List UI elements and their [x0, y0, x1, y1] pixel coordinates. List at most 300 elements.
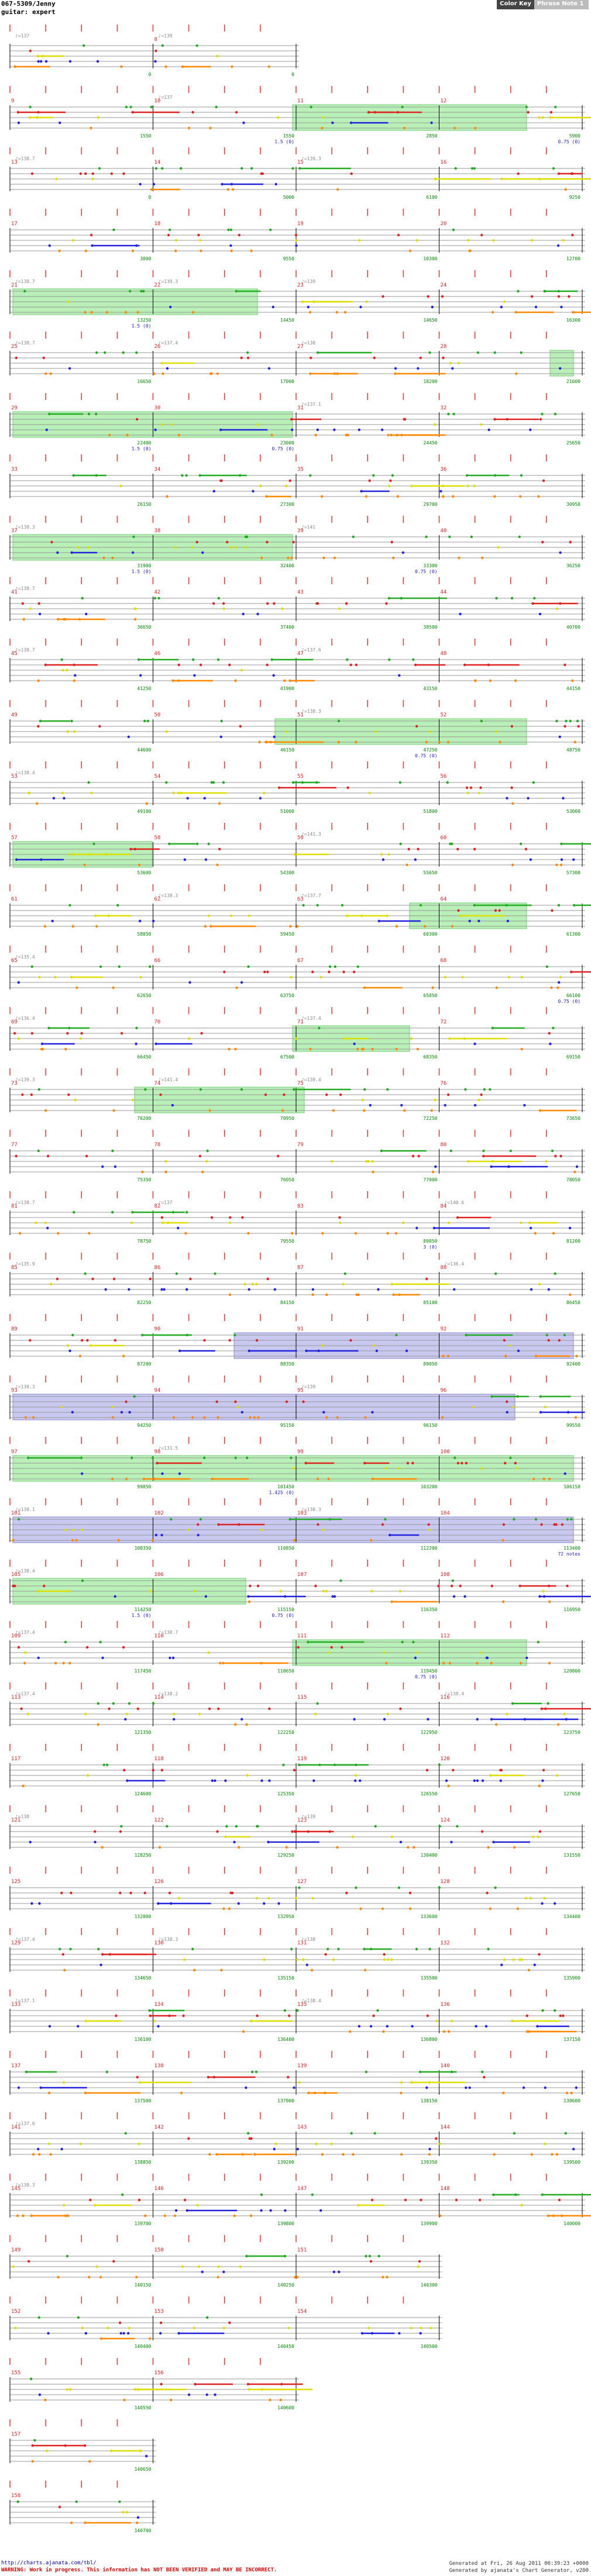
- note: [438, 1825, 441, 1827]
- note: [242, 122, 245, 124]
- note: [116, 904, 119, 906]
- note: [20, 1708, 22, 1710]
- measure-number: 22: [154, 282, 161, 288]
- note: [250, 2215, 252, 2217]
- note: [128, 736, 130, 738]
- note: [256, 1825, 258, 1827]
- note: [281, 608, 283, 610]
- note: [85, 250, 87, 252]
- color-key: [497, 0, 589, 9]
- chart-row: [0, 822, 591, 886]
- score: 36250: [566, 563, 580, 568]
- measure-number: 146: [154, 2186, 164, 2192]
- score: 139700: [134, 2221, 152, 2226]
- note: [512, 1406, 514, 1408]
- note: [320, 976, 322, 978]
- note: [295, 1897, 297, 1899]
- bpm-marker: ♪=138.3: [301, 1507, 321, 1512]
- note: [571, 2092, 573, 2094]
- measure-number: 33: [11, 467, 18, 473]
- note: [487, 429, 490, 431]
- note: [295, 1037, 297, 1040]
- score: 79550: [280, 1239, 294, 1244]
- note: [216, 55, 218, 57]
- note: [129, 106, 132, 108]
- note: [153, 183, 155, 185]
- note: [240, 357, 243, 359]
- footer-generator: Generated by ajanata's Chart Generator, v200: [449, 2568, 589, 2574]
- note: [566, 2092, 568, 2094]
- note: [448, 2030, 450, 2033]
- note: [517, 1908, 519, 1910]
- score: 114250: [134, 1607, 152, 1612]
- note: [74, 1099, 76, 1101]
- note: [33, 2439, 36, 2441]
- measure-number: 132: [440, 1940, 450, 1946]
- chart-row: [0, 1681, 591, 1746]
- note: [466, 485, 469, 487]
- measure-number: 123: [297, 1818, 307, 1823]
- score: 5000: [283, 195, 294, 200]
- note: [180, 167, 182, 170]
- note: [541, 2009, 544, 2012]
- note: [559, 1155, 562, 1157]
- multiplier: 1.425 (0): [269, 1490, 294, 1495]
- note: [68, 853, 70, 856]
- note: [511, 864, 514, 866]
- note: [125, 1478, 128, 1480]
- score: 140550: [134, 2405, 152, 2411]
- note: [327, 1948, 329, 1950]
- note: [228, 1048, 230, 1050]
- measure-number: 68: [440, 958, 447, 964]
- score: 106150: [563, 1484, 580, 1489]
- measure-number: 156: [154, 2370, 164, 2376]
- note: [406, 1350, 408, 1352]
- note: [170, 423, 173, 426]
- score: 135500: [420, 1975, 438, 1981]
- note: [365, 2071, 367, 2073]
- note: [172, 1211, 174, 1213]
- note: [358, 239, 360, 242]
- score: 137150: [563, 2037, 580, 2042]
- note: [99, 2276, 102, 2278]
- note: [274, 183, 277, 185]
- multiplier: 0.75 (0): [558, 999, 580, 1004]
- note: [294, 2276, 296, 2278]
- note: [322, 1529, 325, 1531]
- bpm-marker: ♪=139.4: [301, 1077, 321, 1082]
- note: [577, 725, 579, 727]
- note: [37, 2148, 39, 2150]
- note: [385, 602, 387, 605]
- score: 18200: [423, 379, 438, 384]
- chart-row-svg: [0, 1436, 591, 1497]
- note: [371, 1411, 373, 1413]
- note: [438, 1764, 441, 1766]
- note: [523, 2087, 525, 2089]
- footer-link[interactable]: http://charts.ajanata.com/tbl/: [1, 2560, 97, 2566]
- footer-generated-date: Generated at Fri, 26 Aug 2011 00:39:23 +0000: [449, 2561, 589, 2567]
- note: [409, 1908, 411, 1910]
- note: [220, 720, 222, 722]
- note: [234, 1048, 236, 1050]
- note: [451, 925, 453, 927]
- note: [558, 290, 560, 292]
- note: [388, 658, 390, 661]
- note: [103, 1764, 105, 1766]
- note: [482, 1150, 485, 1152]
- note: [325, 1416, 328, 1419]
- note: [114, 1339, 116, 1342]
- note: [467, 239, 469, 242]
- note: [49, 244, 51, 247]
- note: [37, 680, 39, 682]
- note: [427, 2015, 429, 2017]
- note: [234, 680, 236, 682]
- chart-row-svg: [0, 1865, 591, 1927]
- score: 110850: [277, 1546, 294, 1551]
- note: [240, 1718, 243, 1720]
- bpm-marker: ♪=131.5: [158, 1446, 178, 1451]
- note: [170, 2399, 172, 2401]
- note: [256, 1897, 258, 1899]
- bpm-marker: ♪=139.3: [301, 156, 321, 161]
- note: [363, 1109, 365, 1112]
- note: [541, 116, 544, 119]
- note: [121, 1411, 123, 1413]
- note: [287, 557, 289, 559]
- note: [494, 1887, 496, 1889]
- chart-row: [0, 1436, 591, 1500]
- measure-number: 13: [11, 160, 18, 165]
- note: [217, 1708, 219, 1710]
- note: [215, 106, 217, 108]
- note: [198, 1713, 201, 1715]
- note: [38, 2316, 40, 2319]
- note: [149, 1590, 152, 1592]
- chart-row: [0, 2357, 591, 2421]
- score: 82250: [137, 1300, 152, 1305]
- note: [64, 618, 66, 620]
- note: [500, 306, 503, 308]
- note: [544, 2087, 547, 2089]
- note: [517, 173, 519, 175]
- note: [79, 1037, 81, 1040]
- note: [42, 55, 44, 57]
- note: [69, 2388, 71, 2391]
- score: 48750: [566, 747, 580, 753]
- measure-number: 20: [440, 221, 447, 227]
- note: [166, 367, 169, 370]
- note: [130, 1222, 133, 1224]
- note: [81, 597, 84, 599]
- measure-number: 64: [440, 896, 447, 902]
- measure-number: 85: [11, 1265, 18, 1271]
- note: [335, 311, 338, 313]
- note: [474, 1104, 476, 1106]
- note: [203, 797, 205, 799]
- note: [302, 1958, 304, 1961]
- note: [428, 1948, 431, 1950]
- note: [266, 971, 269, 973]
- score: 30950: [566, 502, 580, 507]
- note: [542, 1478, 545, 1480]
- chart-row: [0, 208, 591, 272]
- note: [372, 2015, 374, 2017]
- chart-row: [0, 1927, 591, 1991]
- note: [317, 429, 319, 431]
- note: [561, 1523, 563, 1526]
- measure-number: 125: [11, 1879, 21, 1885]
- note: [39, 2394, 41, 2396]
- note: [191, 1948, 194, 1950]
- note: [291, 1830, 293, 1833]
- measure-number: 121: [11, 1818, 21, 1823]
- note: [338, 608, 341, 610]
- note: [523, 1104, 525, 1106]
- note: [387, 1713, 389, 1715]
- note: [402, 1222, 404, 1224]
- note: [572, 858, 575, 861]
- measure-number: 89: [11, 1326, 18, 1332]
- note: [481, 1830, 483, 1833]
- note: [257, 1585, 259, 1587]
- score: 92400: [566, 1361, 580, 1367]
- note: [311, 971, 314, 973]
- score: 24450: [423, 440, 438, 446]
- bpm-marker: ♪=135.4: [15, 954, 35, 960]
- note: [548, 1478, 551, 1480]
- score: 121350: [134, 1730, 152, 1735]
- measure-number: 88: [440, 1265, 447, 1271]
- note: [85, 613, 87, 615]
- note: [54, 1662, 57, 1664]
- note: [216, 1830, 218, 1833]
- note: [235, 1825, 238, 1827]
- note: [132, 551, 134, 554]
- note: [435, 2020, 438, 2022]
- note: [503, 1523, 505, 1526]
- note: [12, 1585, 14, 1587]
- score: 0: [148, 195, 152, 200]
- note: [171, 1104, 174, 1106]
- score: 116950: [563, 1607, 580, 1612]
- measure-number: 58: [154, 835, 161, 841]
- bpm-marker: ♪=137.1: [15, 1998, 35, 2003]
- note: [91, 178, 94, 180]
- note: [129, 290, 131, 292]
- note: [352, 536, 355, 538]
- note: [38, 1902, 40, 1905]
- note: [530, 1897, 532, 1899]
- note: [540, 1523, 542, 1526]
- note: [91, 1278, 94, 1280]
- note: [491, 1585, 493, 1587]
- measure-number: 49: [11, 712, 18, 718]
- note: [514, 1462, 517, 1464]
- score: 5900: [569, 133, 580, 139]
- note: [416, 1651, 418, 1654]
- note: [528, 1969, 530, 1971]
- measure-number: 127: [297, 1879, 307, 1885]
- note: [71, 1411, 74, 1413]
- note: [50, 1283, 52, 1285]
- note: [371, 1160, 373, 1163]
- note: [322, 1590, 325, 1592]
- note: [470, 787, 472, 789]
- note: [453, 1288, 455, 1291]
- note: [429, 2327, 432, 2329]
- note: [88, 853, 91, 856]
- note: [247, 965, 249, 968]
- note: [154, 429, 156, 431]
- note: [154, 597, 156, 599]
- note: [18, 1646, 20, 1649]
- score: 137500: [134, 2098, 152, 2103]
- note: [344, 311, 346, 313]
- note: [161, 167, 163, 170]
- note: [178, 1473, 181, 1475]
- chart-row: [0, 1006, 591, 1070]
- note: [387, 1958, 389, 1961]
- note: [294, 1830, 296, 1833]
- note: [59, 1948, 61, 1950]
- bpm-marker: ♪=137.4: [158, 340, 178, 346]
- note: [165, 1160, 167, 1163]
- note: [346, 658, 348, 661]
- note: [463, 1595, 466, 1598]
- score: 16300: [566, 318, 580, 323]
- note: [563, 1713, 566, 1715]
- bpm-marker: ♪=138.4: [301, 1998, 321, 2003]
- note: [135, 608, 137, 610]
- note: [487, 1846, 489, 1849]
- score: 65050: [423, 993, 438, 998]
- note: [439, 2215, 441, 2217]
- note: [557, 244, 559, 247]
- note: [122, 1646, 125, 1649]
- note: [83, 864, 85, 866]
- measure-number: 143: [297, 2125, 307, 2130]
- note: [452, 413, 455, 415]
- measure-number: 112: [440, 1633, 450, 1639]
- note: [64, 1048, 67, 1050]
- note: [252, 490, 254, 492]
- measure-number: 97: [11, 1449, 18, 1455]
- chart-row: [0, 1313, 591, 1377]
- note: [83, 44, 85, 47]
- note: [22, 2215, 24, 2217]
- note: [563, 664, 566, 666]
- note: [473, 848, 476, 850]
- note: [447, 741, 449, 743]
- note: [196, 44, 198, 47]
- note: [222, 602, 225, 605]
- note: [442, 1355, 444, 1357]
- note: [527, 111, 529, 113]
- note: [255, 2071, 257, 2073]
- note: [317, 602, 319, 605]
- note: [164, 1171, 167, 1173]
- note: [13, 1032, 16, 1034]
- note: [370, 1948, 372, 1950]
- note: [205, 858, 207, 861]
- note: [333, 2271, 335, 2273]
- score: 51800: [423, 809, 438, 814]
- note: [412, 1155, 414, 1157]
- note: [477, 1099, 480, 1101]
- note: [274, 1288, 276, 1291]
- note: [256, 2015, 258, 2017]
- score: 40700: [566, 625, 580, 630]
- chart-row: [0, 1374, 591, 1439]
- note: [489, 1088, 491, 1091]
- note: [551, 2153, 553, 2156]
- note: [559, 551, 561, 554]
- score: 60300: [423, 932, 438, 937]
- bpm-marker: ♪=137.7: [301, 893, 321, 898]
- measure-number: 29: [11, 405, 18, 411]
- note: [85, 1155, 88, 1157]
- note: [268, 65, 270, 68]
- note: [409, 250, 411, 252]
- note: [494, 351, 496, 354]
- note: [38, 2153, 40, 2156]
- note: [56, 551, 59, 554]
- note: [443, 2030, 445, 2033]
- note: [32, 1416, 35, 1419]
- measure-number: 115: [297, 1695, 307, 1701]
- note: [71, 1539, 74, 1542]
- note: [369, 1104, 372, 1106]
- note: [119, 1830, 122, 1833]
- note: [117, 1539, 119, 1542]
- bpm-marker: ♪=138.7: [15, 586, 35, 591]
- note: [384, 1467, 387, 1470]
- note: [188, 981, 191, 984]
- note: [358, 2025, 360, 2027]
- measure-number: 27: [297, 344, 304, 350]
- measure-number: 107: [297, 1572, 307, 1578]
- note: [493, 2153, 495, 2156]
- note: [130, 1457, 133, 1459]
- score: 139200: [277, 2160, 294, 2165]
- note: [45, 60, 47, 63]
- note: [401, 1641, 403, 1643]
- score: 140500: [420, 2344, 438, 2349]
- note: [18, 981, 20, 984]
- note: [77, 2025, 79, 2027]
- note: [470, 536, 473, 538]
- note: [126, 1713, 128, 1715]
- note: [495, 597, 497, 599]
- note: [566, 1585, 568, 1587]
- measure-number: 51: [297, 712, 304, 718]
- chart-row-svg: [0, 699, 591, 760]
- note: [62, 1953, 64, 1956]
- note: [230, 229, 232, 231]
- note: [201, 2271, 204, 2273]
- note: [510, 787, 513, 789]
- note: [372, 474, 374, 477]
- note: [214, 1273, 216, 1275]
- note: [250, 167, 253, 170]
- note: [507, 920, 509, 922]
- measure-number: 133: [11, 2002, 21, 2008]
- chart-row: [0, 1129, 591, 1193]
- note: [412, 1641, 414, 1643]
